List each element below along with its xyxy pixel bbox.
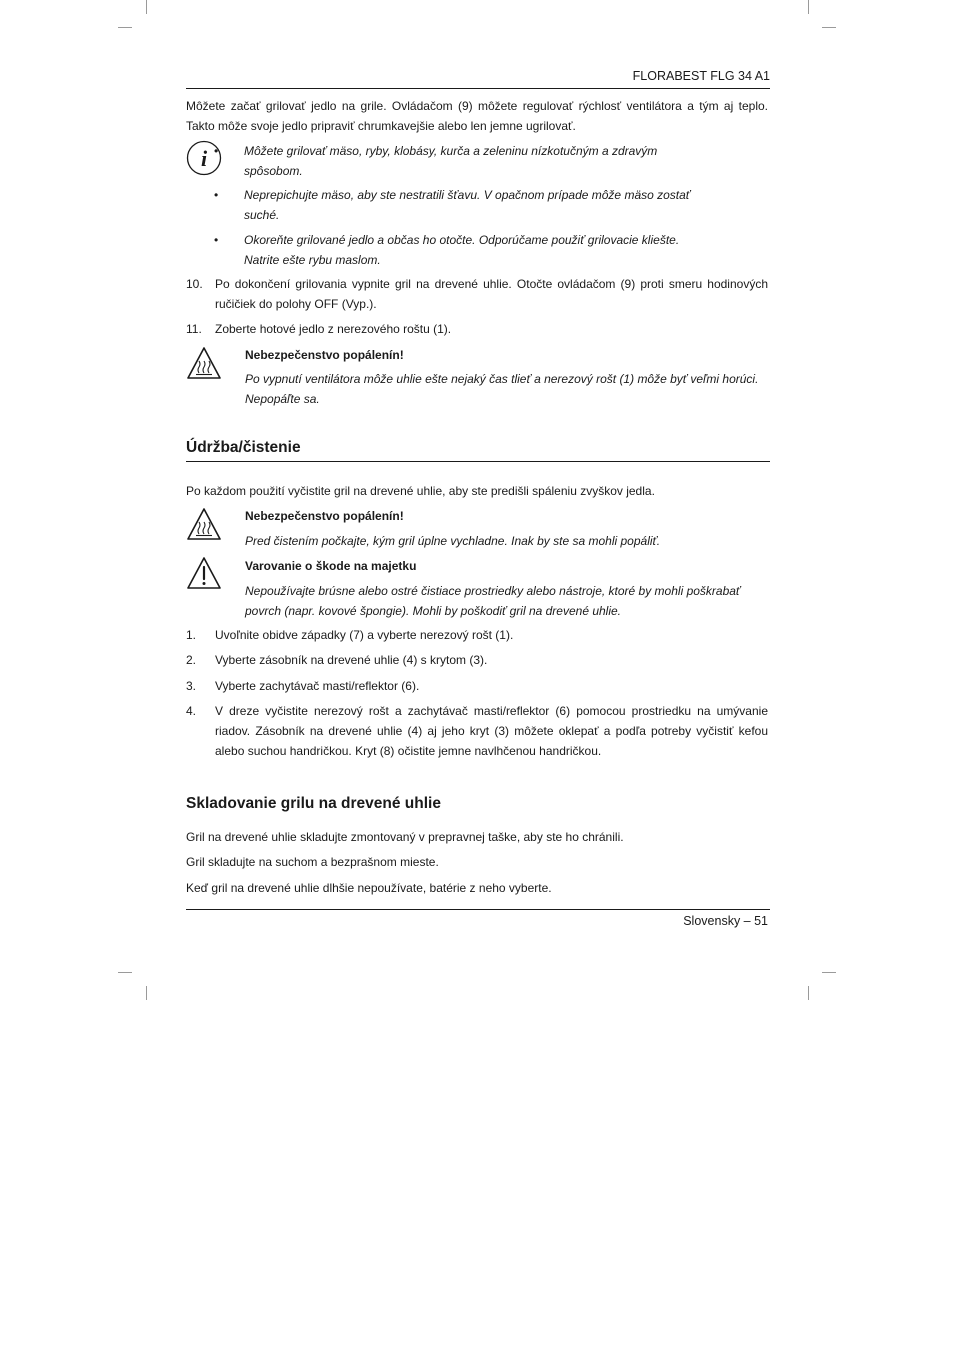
warning-title: Varovanie o škode na majetku xyxy=(245,559,417,573)
bullet-dot: • xyxy=(214,144,219,158)
crop-mark xyxy=(118,972,132,973)
warning-text: Pred čistením počkajte, kým gril úplne vychladne. Inak by ste sa mohli popáliť. xyxy=(245,534,661,548)
footer-page-label: Slovensky – 51 xyxy=(683,914,768,928)
crop-mark xyxy=(808,986,809,1000)
step-number: 11. xyxy=(186,322,202,336)
step-text: Vyberte zásobník na drevené uhlie (4) s krytom (3). xyxy=(215,653,488,667)
step-number: 1. xyxy=(186,628,197,642)
section-rule xyxy=(186,461,770,462)
caution-warning-icon xyxy=(186,556,222,590)
crop-mark xyxy=(146,0,147,14)
header-rule xyxy=(186,88,770,89)
storage-paragraph: Keď gril na drevené uhlie dlhšie nepoužívate, batérie z neho vyberte. xyxy=(186,881,552,895)
step-text: Uvoľnite obidve západky (7) a vyberte nerezový rošt (1). xyxy=(215,628,514,642)
step-text: Po dokončení grilovania vypnite gril na drevené uhlie. Otočte ovládačom (9) proti smeru hodinových ručičiek do polohy OFF (Vyp.). xyxy=(215,277,768,311)
bullet-dot: • xyxy=(214,188,219,202)
warning-text: Nepoužívajte brúsne alebo ostré čistiace prostriedky alebo nástroje, ktoré by mohli poškrabať povrch (napr. kovové špongie). Mohli by poškodiť gril na drevené uhlie. xyxy=(245,584,741,618)
step-text: Zoberte hotové jedlo z nerezového roštu (1). xyxy=(215,322,452,336)
storage-paragraph: Gril na drevené uhlie skladujte zmontovaný v prepravnej taške, aby ste ho chránili. xyxy=(186,830,624,844)
svg-text:i: i xyxy=(200,146,208,171)
step-number: 4. xyxy=(186,704,197,718)
step-number: 2. xyxy=(186,653,197,667)
crop-mark xyxy=(118,27,132,28)
warning-text: Po vypnutí ventilátora môže uhlie ešte nejaký čas tlieť a nerezový rošt (1) môže byť veľmi horúci. Nepopáľte sa. xyxy=(245,372,759,406)
bullet-text: Môžete grilovať mäso, ryby, klobásy, kurča a zeleninu nízkotučným a zdravým spôsobom. xyxy=(244,144,658,178)
step-number: 3. xyxy=(186,679,197,693)
bullet-text: Neprepichujte mäso, aby ste nestratili šťavu. V opačnom prípade môže mäso zostať suché. xyxy=(244,188,691,222)
section-heading-maintenance: Údržba/čistenie xyxy=(186,439,301,456)
maintenance-intro: Po každom použití vyčistite gril na drevené uhlie, aby ste predišli spáleniu zvyškov jedla. xyxy=(186,484,655,498)
section-heading-storage: Skladovanie grilu na drevené uhlie xyxy=(186,795,441,812)
step-text: Vyberte zachytávač masti/reflektor (6). xyxy=(215,679,420,693)
footer-rule xyxy=(186,909,770,910)
info-bullet-item xyxy=(214,141,714,181)
header-product-name: FLORABEST FLG 34 A1 xyxy=(632,69,770,83)
hot-surface-warning-icon xyxy=(186,507,222,541)
intro-paragraph: Môžete začať grilovať jedlo na grile. Ovládačom (9) môžete regulovať rýchlosť ventilátora a tým aj teplo. Takto môže svoje jedlo pripraviť chrumkavejšie alebo len jemne ugrilovať. xyxy=(186,99,768,133)
bullet-dot: • xyxy=(214,233,219,247)
crop-mark xyxy=(822,972,836,973)
warning-title: Nebezpečenstvo popálenín! xyxy=(245,509,404,523)
info-bullet-item xyxy=(214,185,714,225)
step-text: V dreze vyčistite nerezový rošt a zachytávač masti/reflektor (6) pomocou prostriedku na umývanie riadov. Zásobník na drevené uhlie (4) aj jeho kryt (3) môžete oklepať a podľa potreby vyčistiť kefou alebo suchou handričkou. Kryt (8) očistite jemne navlhčenou handričkou. xyxy=(215,704,768,758)
crop-mark xyxy=(822,27,836,28)
bullet-text: Okoreňte grilované jedlo a občas ho otočte. Odporúčame použiť grilovacie kliešte. Natrite ešte rybu maslom. xyxy=(244,233,680,267)
step-number: 10. xyxy=(186,277,203,291)
crop-mark xyxy=(808,0,809,14)
storage-paragraph: Gril skladujte na suchom a bezprašnom mieste. xyxy=(186,855,439,869)
warning-title: Nebezpečenstvo popálenín! xyxy=(245,348,404,362)
info-bullet-item xyxy=(214,230,714,270)
crop-mark xyxy=(146,986,147,1000)
hot-surface-warning-icon xyxy=(186,346,222,380)
